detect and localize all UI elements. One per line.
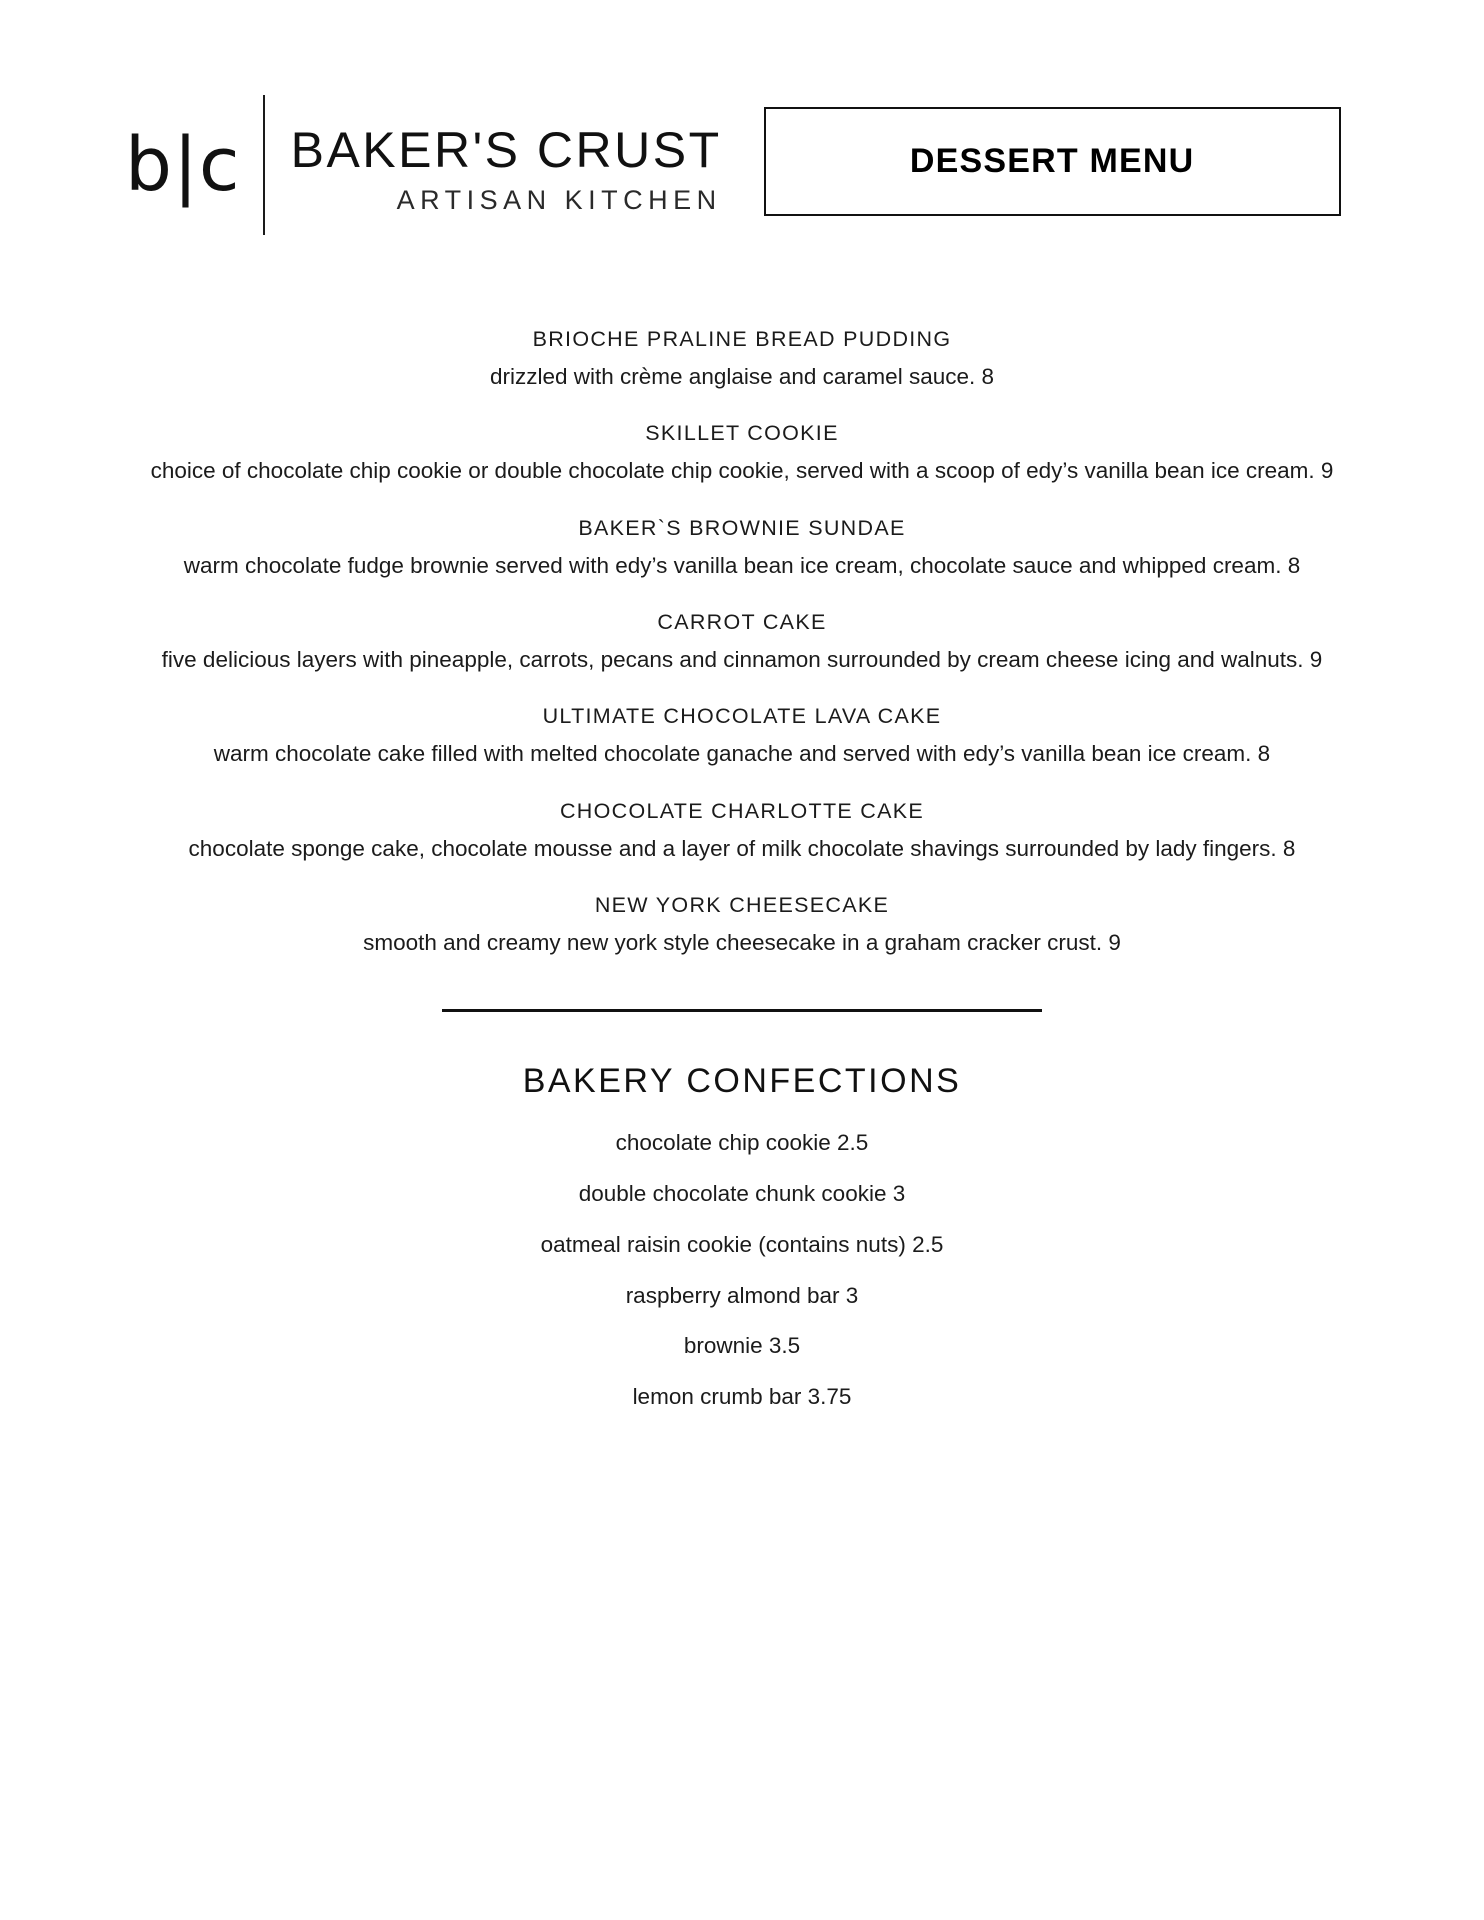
menu-item-description: chocolate sponge cake, chocolate mousse and a layer of milk chocolate shavings surrounded by lady fingers. 8 (188, 835, 1296, 861)
menu-item-description: drizzled with crème anglaise and caramel sauce. 8 (490, 364, 994, 389)
brand-subtitle: ARTISAN KITCHEN (396, 184, 722, 215)
page-title: DESSERT MENU (909, 142, 1195, 180)
menu-item-name: NEW YORK CHEESECAKE (594, 893, 890, 918)
list-item: oatmeal raisin cookie (contains nuts) 2.5 (540, 1231, 944, 1257)
divider-line (442, 1009, 1042, 1012)
list-item: brownie 3.5 (683, 1333, 801, 1359)
menu-item-name: BAKER`S BROWNIE SUNDAE (578, 515, 906, 540)
page-header (110, 95, 1374, 235)
menu-item-name: CARROT CAKE (657, 610, 827, 635)
logo-monogram-icon: b|c (125, 122, 241, 208)
menu-item-description: five delicious layers with pineapple, carrots, pecans and cinnamon surrounded by cream cheese icing and walnuts. 9 (161, 647, 1323, 673)
brand-logo (110, 95, 722, 235)
menu-item (110, 704, 1374, 768)
section-title: BAKERY CONFECTIONS (522, 1062, 962, 1101)
list-item: chocolate chip cookie 2.5 (615, 1130, 869, 1156)
menu-item (110, 421, 1374, 485)
menu-item-name: BRIOCHE PRALINE BREAD PUDDING (532, 327, 952, 351)
list-item: double chocolate chunk cookie 3 (578, 1181, 906, 1207)
menu-item-name: ULTIMATE CHOCOLATE LAVA CAKE (542, 704, 942, 729)
menu-item-description: warm chocolate cake filled with melted chocolate ganache and served with edy’s vanilla bean ice cream. 8 (213, 741, 1271, 767)
brand-wordmark (291, 115, 722, 216)
menu-item (110, 516, 1374, 580)
menu-title-box (764, 107, 1341, 216)
menu-item (110, 799, 1374, 863)
menu-item-description: choice of chocolate chip cookie or double chocolate chip cookie, served with a scoop of edy’s vanilla bean ice cream. 9 (150, 458, 1334, 484)
list-item: lemon crumb bar 3.75 (632, 1384, 852, 1410)
menu-item-name: CHOCOLATE CHARLOTTE CAKE (559, 798, 925, 823)
section-divider (110, 1009, 1374, 1012)
dessert-item-list (110, 327, 1374, 957)
list-item: raspberry almond bar 3 (625, 1282, 859, 1308)
menu-item-name: SKILLET COOKIE (645, 421, 839, 446)
menu-item-description: smooth and creamy new york style cheesecake in a graham cracker crust. 9 (363, 930, 1121, 956)
menu-item (110, 327, 1374, 391)
menu-item-description: warm chocolate fudge brownie served with edy’s vanilla bean ice cream, chocolate sauce and whipped cream. 8 (183, 552, 1301, 578)
bakery-confections-section (110, 1062, 1374, 1410)
brand-name: BAKER'S CRUST (290, 121, 722, 178)
logo-divider (263, 95, 265, 235)
menu-item (110, 610, 1374, 674)
menu-item (110, 893, 1374, 957)
